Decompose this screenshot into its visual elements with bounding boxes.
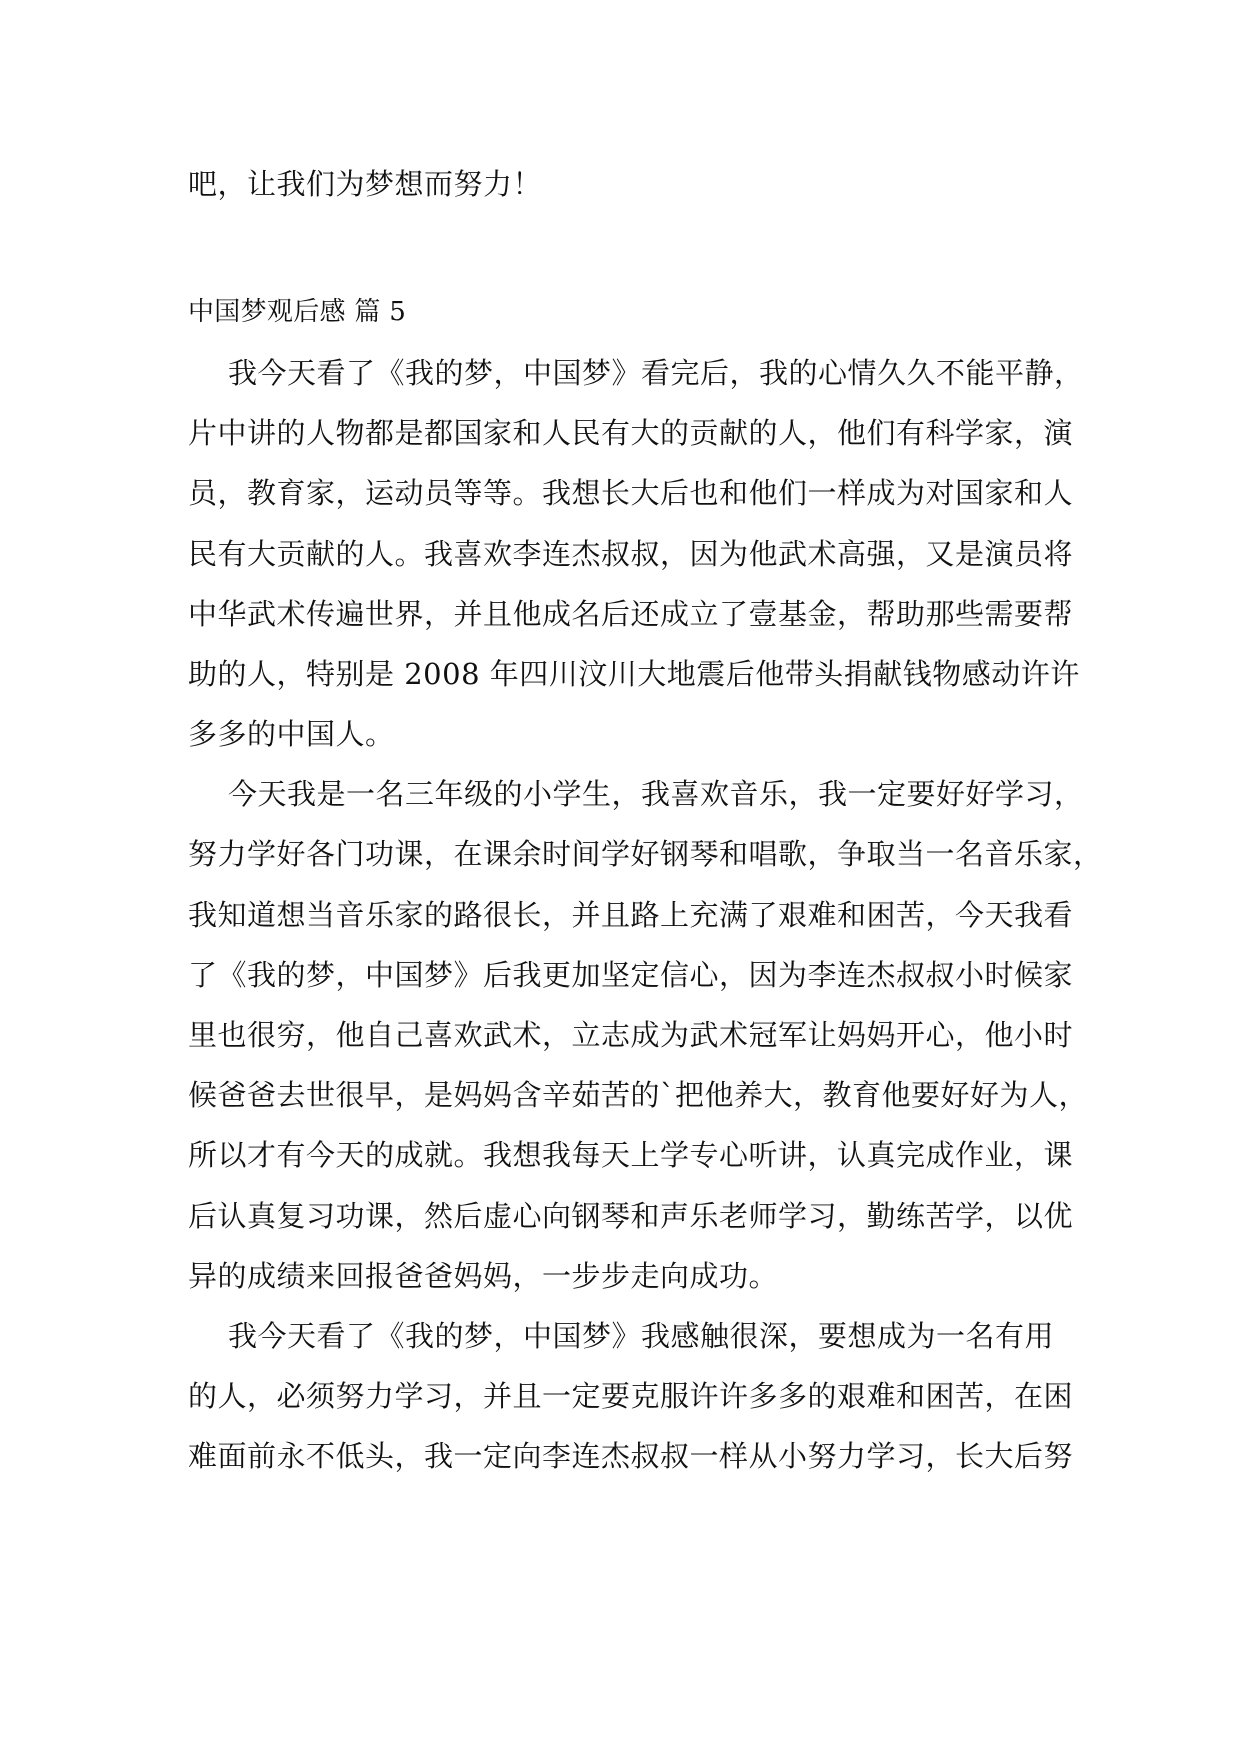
- paragraph-2-line-7: 所以才有今天的成就。我想我每天上学专心听讲，认真完成作业，课: [188, 1138, 1074, 1172]
- paragraph-1-line-6: 助的人，特别是 2008 年四川汶川大地震后他带头捐献钱物感动许许: [188, 657, 1080, 691]
- paragraph-2-line-6: 候爸爸去世很早，是妈妈含辛茹苦的`把他养大，教育他要好好为人，: [188, 1078, 1089, 1112]
- paragraph-2-line-5: 里也很穷，他自己喜欢武术，立志成为武术冠军让妈妈开心，他小时: [188, 1018, 1074, 1052]
- paragraph-2-line-8: 后认真复习功课，然后虚心向钢琴和声乐老师学习，勤练苦学，以优: [188, 1199, 1074, 1233]
- paragraph-2-line-2: 努力学好各门功课，在课余时间学好钢琴和唱歌，争取当一名音乐家，: [188, 837, 1103, 871]
- paragraph-2-line-9: 异的成绩来回报爸爸妈妈，一步步走向成功。: [188, 1259, 779, 1293]
- paragraph-2-line-3: 我知道想当音乐家的路很长，并且路上充满了艰难和困苦，今天我看: [188, 898, 1074, 932]
- paragraph-1-line-3: 员，教育家，运动员等等。我想长大后也和他们一样成为对国家和人: [188, 476, 1074, 510]
- paragraph-2-line-4: 了《我的梦，中国梦》后我更加坚定信心，因为李连杰叔叔小时候家: [188, 958, 1074, 992]
- paragraph-3-line-1: 我今天看了《我的梦，中国梦》我感触很深，要想成为一名有用: [228, 1319, 1055, 1353]
- paragraph-2-line-1: 今天我是一名三年级的小学生，我喜欢音乐，我一定要好好学习，: [228, 777, 1084, 811]
- previous-section-closing-line: 吧，让我们为梦想而努力！: [188, 167, 543, 201]
- paragraph-1-line-2: 片中讲的人物都是都国家和人民有大的贡献的人，他们有科学家，演: [188, 416, 1074, 450]
- paragraph-1-line-5: 中华武术传遍世界，并且他成名后还成立了壹基金，帮助那些需要帮: [188, 597, 1074, 631]
- paragraph-1-line-4: 民有大贡献的人。我喜欢李连杰叔叔，因为他武术高强，又是演员将: [188, 537, 1074, 571]
- paragraph-1-line-7: 多多的中国人。: [188, 717, 395, 751]
- section-title: 中国梦观后感 篇 5: [188, 297, 407, 327]
- paragraph-1-line-1: 我今天看了《我的梦，中国梦》看完后，我的心情久久不能平静，: [228, 356, 1084, 390]
- paragraph-3-line-3: 难面前永不低头，我一定向李连杰叔叔一样从小努力学习，长大后努: [188, 1439, 1074, 1473]
- paragraph-3-line-2: 的人，必须努力学习，并且一定要克服许许多多的艰难和困苦，在困: [188, 1379, 1074, 1413]
